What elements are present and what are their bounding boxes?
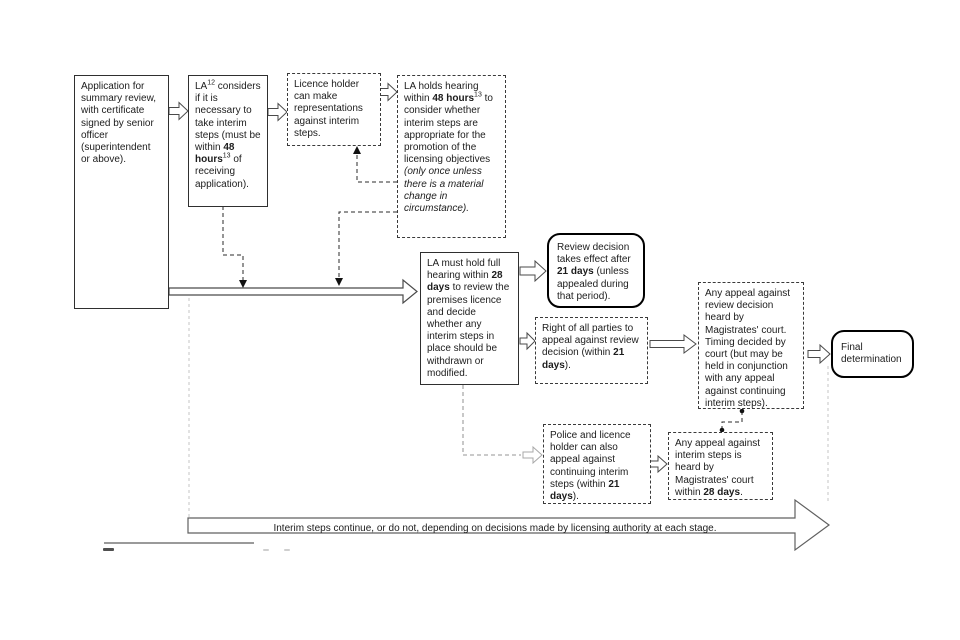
box-appeal-review-heard-text: Any appeal against review decision heard by Magistrates' court. Timing decided by court (but may be held in conjunction with any appeal against continuing interim steps).: [705, 288, 791, 409]
box-police-appeal: [543, 424, 651, 504]
box-review-decision-21: [547, 233, 645, 308]
box-application-text: Application for summary review, with certificate signed by senior officer (superintendent or above).: [81, 81, 157, 166]
interim-steps-arrow-label: Interim steps continue, or do not, depending on decisions made by licensing authority at each stage.: [273, 523, 717, 533]
box-full-hearing-28: [420, 252, 519, 385]
connector-hearing-to-representations: [357, 153, 397, 182]
box-final-determination: [831, 330, 914, 378]
connector-fullhearing-to-policeappeal: [463, 385, 521, 455]
box-final-determination-text: Final determination: [841, 341, 902, 365]
box-representations-text: Licence holder can make representations against interim steps.: [294, 79, 363, 139]
box-application: [74, 75, 169, 309]
arrowhead-up-icon: [353, 146, 361, 154]
box-la-hearing-48-text: LA holds hearing within 48 hours$^{13}$ to consider whether interim steps are appropriate for the promotion of the licensing objectives (only once unless there is a material change in circumstance).: [404, 81, 493, 214]
box-appeal-interim-heard-text: Any appeal against interim steps is heard by Magistrates' court within 28 days.: [675, 438, 761, 498]
arrow-to-policeappeal-icon: [523, 447, 542, 463]
footnote-smudge: [103, 548, 114, 551]
box-appeal-interim-heard: [668, 432, 773, 500]
footnote-smudge: [263, 549, 269, 551]
arrow-appealheard-to-final-icon: [808, 345, 830, 363]
box-la-considers: [188, 75, 268, 207]
box-la-hearing-48: [397, 75, 506, 238]
box-police-appeal-text: Police and licence holder can also appeal against continuing interim steps (within 21 days).: [550, 430, 631, 502]
arrowhead-down-icon: [335, 278, 343, 286]
arrow-policeappeal-to-interimheard-icon: [649, 456, 667, 472]
box-la-considers-text: LA$^{12}$ considers if it is necessary to take interim steps (must be within 48 hours$^{13}$ of receiving application).: [195, 79, 261, 190]
arrowhead-down-icon: [239, 280, 247, 288]
arrow-representations-to-hearing-icon: [380, 84, 397, 101]
box-review-decision-21-text: Review decision takes effect after 21 days (unless appealed during that period).: [557, 242, 631, 302]
box-right-appeal: [535, 317, 648, 384]
arrow-fullhearing-to-rightappeal-icon: [520, 333, 535, 349]
arrow-rightappeal-to-appealheard-icon: [650, 335, 696, 353]
footnote-rule: [104, 542, 254, 544]
connector-appealheard-to-interimheard: [722, 411, 742, 430]
arrow-application-to-la-icon: [169, 103, 188, 120]
connector-hearing-to-mainarrow: [339, 212, 397, 279]
footnote-smudge: [284, 549, 290, 551]
box-right-appeal-text: Right of all parties to appeal against review decision (within 21 days).: [542, 323, 639, 371]
main-process-arrow: [169, 280, 417, 303]
arrow-fullhearing-to-reviewdecision-icon: [520, 261, 546, 281]
box-representations: [287, 73, 381, 146]
connector-la-to-mainarrow: [223, 206, 243, 281]
arrow-la-to-representations-icon: [268, 104, 287, 121]
box-full-hearing-28-text: LA must hold full hearing within 28 days to review the premises licence and decide whether any interim steps in place should be withdrawn or modified.: [427, 258, 510, 379]
box-appeal-review-heard: [698, 282, 804, 409]
